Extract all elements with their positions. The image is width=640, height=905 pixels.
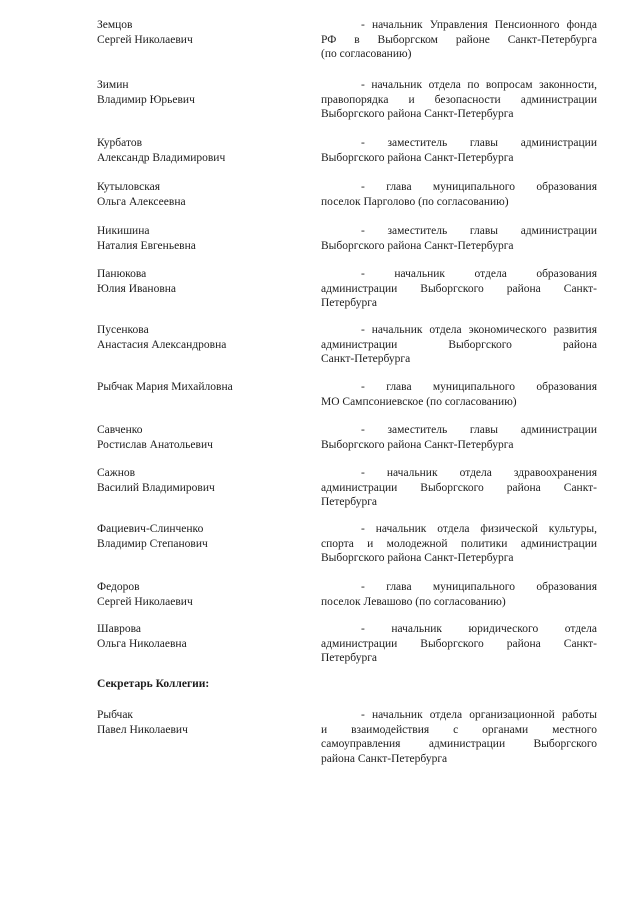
given-names: Сергей Николаевич: [97, 33, 193, 46]
position-line: Петербурга: [321, 652, 378, 664]
position-line: - заместитель главы администрации: [361, 424, 597, 436]
surname: Рыбчак Мария Михайловна: [97, 381, 233, 393]
position-line: МО Сампсониевское (по согласованию): [321, 395, 517, 408]
person-name: [97, 224, 297, 253]
position-line: РФ в Выборгском районе Санкт-Петербурга: [321, 33, 597, 46]
position-description: [321, 323, 597, 367]
person-name: [97, 323, 297, 352]
position-line: Выборгского района Санкт-Петербурга: [321, 239, 514, 252]
position-line: - глава муниципального образования: [361, 581, 597, 593]
position-line: - начальник отдела организационной работы: [361, 709, 597, 721]
given-names: Александр Владимирович: [97, 151, 226, 164]
person-name: [97, 267, 297, 296]
position-description: [321, 380, 597, 409]
given-names: Юлия Ивановна: [97, 282, 177, 295]
person-name: [97, 580, 297, 609]
position-line: - начальник отдела физической культуры,: [361, 523, 597, 535]
position-description: [321, 622, 597, 666]
position-description: [321, 267, 597, 311]
position-description: [321, 423, 597, 452]
person-name: [97, 622, 297, 651]
given-names: Ольга Алексеевна: [97, 195, 186, 208]
secretary-heading: Секретарь Коллегии:: [97, 678, 210, 690]
position-line: администрации Выборгского района Санкт-: [321, 282, 597, 295]
position-line: Петербурга: [321, 496, 378, 508]
position-line: Петербурга: [321, 297, 378, 309]
position-line: (по согласованию): [321, 48, 412, 60]
position-line: - начальник отдела образования: [361, 268, 597, 280]
position-line: и взаимодействия с органами местного: [321, 723, 597, 736]
position-line: - начальник отдела по вопросам законности,: [361, 79, 597, 91]
position-line: самоуправления администрации Выборгского: [321, 738, 597, 750]
position-description: [321, 78, 597, 122]
position-description: [321, 18, 597, 62]
surname: Пусенкова: [97, 324, 149, 336]
position-description: [321, 180, 597, 209]
position-line: поселок Левашово (по согласованию): [321, 595, 506, 608]
surname: Никишина: [97, 225, 150, 237]
person-name: [97, 466, 297, 495]
person-name: [97, 18, 297, 47]
position-line: Выборгского района Санкт-Петербурга: [321, 552, 514, 564]
person-name: [97, 423, 297, 452]
position-line: Выборгского района Санкт-Петербурга: [321, 438, 514, 451]
person-name: [97, 708, 297, 737]
person-name: [97, 380, 297, 395]
position-line: - начальник Управления Пенсионного фонда: [361, 19, 597, 31]
surname: Федоров: [97, 581, 140, 593]
position-line: администрации Выборгского района: [321, 338, 597, 351]
surname: Курбатов: [97, 137, 143, 149]
position-description: [321, 708, 597, 766]
given-names: Анастасия Александровна: [97, 338, 227, 351]
position-line: - начальник отдела экономического развития: [361, 324, 597, 336]
position-description: [321, 136, 597, 165]
surname: Кутыловская: [97, 181, 161, 193]
position-description: [321, 466, 597, 510]
position-line: - начальник отдела здравоохранения: [361, 467, 597, 479]
given-names: Владимир Степанович: [97, 537, 208, 550]
surname: Зимин: [97, 79, 129, 91]
person-name: [97, 136, 297, 165]
position-line: поселок Парголово (по согласованию): [321, 195, 509, 208]
person-name: [97, 180, 297, 209]
given-names: Павел Николаевич: [97, 723, 188, 736]
surname: Шаврова: [97, 623, 142, 635]
position-line: Выборгского района Санкт-Петербурга: [321, 151, 514, 164]
person-name: [97, 522, 297, 551]
surname: Рыбчак: [97, 709, 134, 721]
position-line: - начальник юридического отдела: [361, 623, 597, 635]
surname: Панюкова: [97, 268, 147, 280]
surname: Земцов: [97, 19, 133, 31]
given-names: Владимир Юрьевич: [97, 93, 195, 106]
position-line: правопорядка и безопасности администрации: [321, 93, 597, 106]
position-description: [321, 522, 597, 566]
given-names: Ольга Николаевна: [97, 637, 187, 650]
position-line: администрации Выборгского района Санкт-: [321, 481, 597, 494]
position-line: - заместитель главы администрации: [361, 137, 597, 149]
position-line: - глава муниципального образования: [361, 181, 597, 193]
position-line: Санкт-Петербурга: [321, 353, 411, 365]
person-name: [97, 78, 297, 107]
surname: Сажнов: [97, 467, 136, 479]
position-line: администрации Выборгского района Санкт-: [321, 637, 597, 650]
surname: Савченко: [97, 424, 143, 436]
position-line: района Санкт-Петербурга: [321, 752, 448, 765]
surname: Фациевич-Слинченко: [97, 523, 204, 535]
given-names: Василий Владимирович: [97, 481, 215, 494]
given-names: Наталия Евгеньевна: [97, 239, 196, 252]
position-line: спорта и молодежной политики администрации: [321, 537, 597, 550]
given-names: Ростислав Анатольевич: [97, 438, 213, 451]
position-line: - глава муниципального образования: [361, 381, 597, 393]
given-names: Сергей Николаевич: [97, 595, 193, 608]
position-description: [321, 224, 597, 253]
position-line: Выборгского района Санкт-Петербурга: [321, 108, 514, 120]
position-description: [321, 580, 597, 609]
position-line: - заместитель главы администрации: [361, 225, 597, 237]
